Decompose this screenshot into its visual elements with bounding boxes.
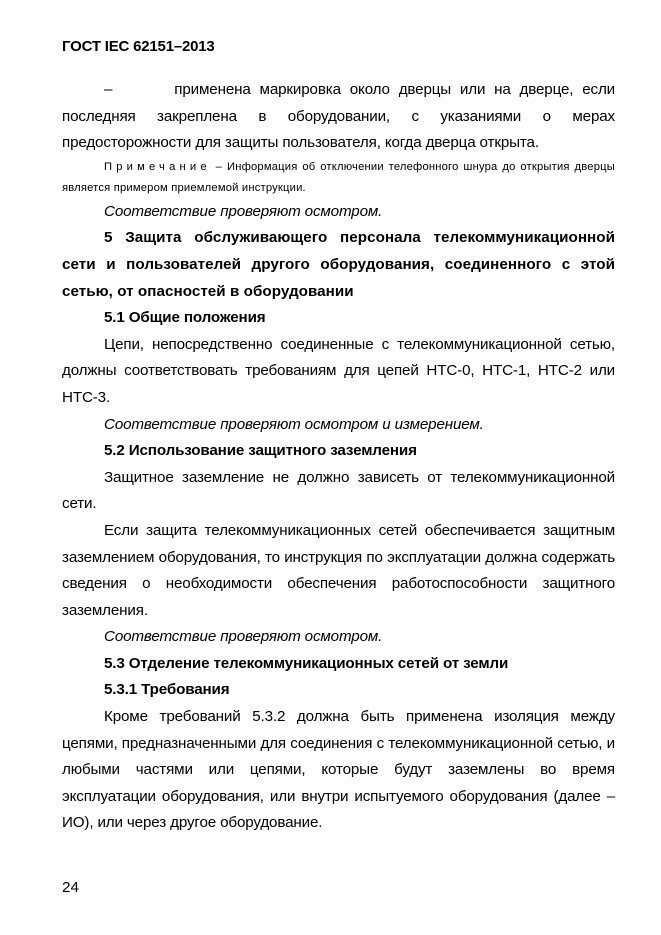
subsection-heading: 5.2 Использование защитного заземления — [104, 442, 417, 460]
subsection-heading: 5.3.1 Требования — [104, 681, 230, 699]
body-paragraph: Цепи, непосредственно соединенные с телекоммуникационной сетью, должны соответствовать требованиям для цепей НТС-0, НТС-1, НТС-2 или НТС-3. — [62, 335, 615, 406]
section-heading: 5 Защита обслуживающего персонала телекоммуникационной сети и пользователей другого оборудования, соединенного с этой сетью, от опасностей в оборудовании — [62, 229, 615, 300]
body-paragraph: Кроме требований 5.3.2 должна быть применена изоляция между цепями, предназначенными для соединения с телекоммуникационной сетью, и любыми частями или цепями, которые будут заземлены во время эксплуатации оборудования, или внутри испытуемого оборудования (далее – ИО), или через другое оборудование. — [62, 708, 615, 832]
list-item-dash: – применена маркировка около дверцы или на дверце, если последняя закреплена в оборудовании, с указаниями о мерах предосторожности для защиты пользователя, когда дверца открыта. — [62, 81, 615, 152]
note-paragraph — [62, 157, 615, 199]
body-paragraph: Защитное заземление не должно зависеть от телекоммуникационной сети. — [62, 468, 615, 513]
subsection-heading: 5.1 Общие положения — [104, 309, 266, 327]
note-label: Примечание — [104, 160, 211, 173]
page-number: 24 — [62, 879, 79, 896]
subsection-heading: 5.3 Отделение телекоммуникационных сетей от земли — [104, 654, 509, 672]
document-body — [62, 77, 615, 837]
compliance-check: Соответствие проверяют осмотром. — [104, 202, 383, 220]
compliance-check: Соответствие проверяют осмотром. — [104, 628, 383, 646]
body-paragraph: Если защита телекоммуникационных сетей обеспечивается защитным заземлением оборудования, то инструкция по эксплуатации должна содержать сведения о необходимости обеспечения работоспособности защитного заземления. — [62, 521, 615, 619]
document-header: ГОСТ IEC 62151–2013 — [62, 38, 215, 55]
compliance-check: Соответствие проверяют осмотром и измерением. — [104, 415, 484, 433]
note-text: – Информация об отключении телефонного шнура до открытия дверцы является примером приемлемой инструкции. — [62, 160, 615, 194]
